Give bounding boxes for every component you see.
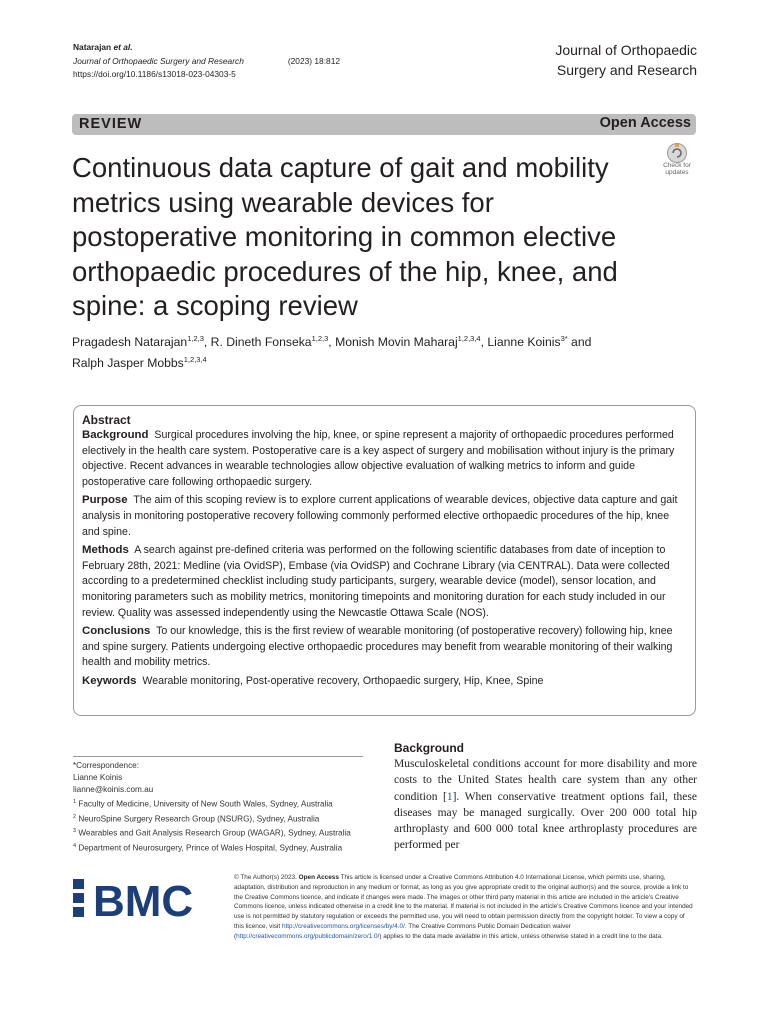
correspondence-name: Lianne Koinis	[73, 773, 123, 782]
author-name[interactable]: Monish Movin Maharaj	[335, 335, 458, 350]
author-name[interactable]: R. Dineth Fonseka	[210, 335, 312, 350]
license-copyright: © The Author(s) 2023.	[234, 874, 297, 881]
affiliation-item	[73, 840, 373, 855]
abstract-section-label: Methods	[82, 544, 129, 557]
correspondence-email[interactable]: lianne@koinis.com.au	[73, 785, 154, 794]
affiliation-number: 1	[73, 799, 77, 805]
license-text-part2: . The Creative Commons Public Domain Dedication waiver (	[234, 922, 571, 940]
header-year-volume: (2023) 18:812	[287, 55, 341, 66]
author-separator: ,	[328, 335, 336, 350]
affiliation-text: Faculty of Medicine, University of New South Wales, Sydney, Australia	[76, 799, 333, 809]
header-authors: Natarajan	[73, 42, 112, 52]
check-for-updates-label	[657, 162, 697, 176]
check-line2: updates	[665, 169, 689, 176]
affiliation-item	[73, 796, 373, 811]
author-list	[72, 330, 692, 372]
affiliation-list	[73, 796, 373, 855]
bmc-logo-mark	[73, 875, 218, 921]
affiliation-text: Wearables and Gait Analysis Research Group (WAGAR), Sydney, Australia	[76, 829, 351, 839]
abstract-section-text: Wearable monitoring, Post-operative recovery, Orthopaedic surgery, Hip, Knee, Spine	[142, 674, 544, 687]
license-text-part1: This article is licensed under a Creative Commons Attribution 4.0 International License, which permits use, sharing, adaptation, distribution and reproduction in any medium or format, as long as you give appropriate credit to the original author(s) and the source, provide a link to the Creative Commons licence, and indicate if changes were made. The images or other third party material in this article are included in the article's Creative Commons licence, unless indicated otherwise in a credit line to the material. If material is not included in the article's Creative Commons licence and your intended use is not permitted by statutory regulation or exceeds the permitted use, you will need to obtain permission directly from the copyright holder. To view a copy of this licence, visit	[234, 874, 693, 930]
reference-link[interactable]: 1	[446, 790, 453, 803]
author-separator: ,	[480, 335, 488, 350]
abstract-section-text: A search against pre-defined criteria was performed on the following scientific databases from date of inception to February 28th, 2021: Medline (via OvidSP), Embase (via OvidSP) and Cochrane Library (via CENTRAL). Data were collected according to a predetermined checklist including study participants, surgery, wearable device (model), sensor location, and monitoring parameters such as mobility metrics, monitoring timepoints and monitoring duration for each study included in our review. Quality was assessed independently using the Newcastle Ottawa Scale (NOS).	[82, 544, 670, 619]
abstract-section	[82, 493, 687, 540]
abstract-section-label: Conclusions	[82, 625, 151, 638]
affiliation-number: 2	[73, 813, 77, 820]
affiliation-number: 3	[73, 828, 77, 835]
journal-name-line2: Surgery and Research	[556, 62, 697, 78]
license-open-access: Open Access	[298, 874, 339, 881]
abstract-heading: Abstract	[82, 413, 131, 427]
license-link-cc-by[interactable]: http://creativecommons.org/licenses/by/4.0/	[281, 922, 405, 930]
author-affiliation-sup: 3*	[560, 334, 568, 343]
affiliation-item	[73, 825, 373, 840]
bmc-logo	[73, 875, 218, 921]
abstract-section-label: Keywords	[82, 674, 137, 687]
abstract-section	[82, 543, 687, 621]
author-name[interactable]: Lianne Koinis	[487, 335, 561, 350]
abstract-box	[73, 405, 696, 716]
article-type-band	[72, 114, 696, 135]
background-heading: Background	[394, 741, 465, 755]
header-journal: Journal of Orthopaedic Surgery and Research	[73, 55, 244, 66]
author-affiliation-sup: 1,2,3	[311, 334, 329, 343]
abstract-section	[82, 674, 687, 690]
correspondence-block	[73, 760, 373, 855]
footnote-rule	[73, 756, 363, 757]
license-link-cc0[interactable]: http://creativecommons.org/publicdomain/zero/1.0/	[236, 932, 380, 940]
article-type-label: REVIEW	[79, 116, 143, 132]
affiliation-text: Department of Neurosurgery, Prince of Wales Hospital, Sydney, Australia	[76, 843, 343, 853]
header-et-al: et al.	[113, 42, 133, 52]
abstract-section-text: Surgical procedures involving the hip, knee, or spine represent a majority of orthopaedic procedures performed electively in the health care system. Postoperative care is a key aspect of surgery and mobilisation without injury is the primary objective. Recent advances in wearable technologies allow objective evaluation of walking metrics to inform and guide postoperative care following orthopaedic surgery.	[82, 429, 675, 488]
header-doi-link[interactable]: https://doi.org/10.1186/s13018-023-04303-5	[73, 69, 236, 79]
background-text-part1: Musculoskeletal conditions account for more disability and more costs to the United States health care system than any other condition [	[394, 758, 697, 803]
license-text-part3: ) applies to the data made available in this article, unless otherwise stated in a credit line to the data.	[379, 932, 663, 940]
author-name[interactable]: Ralph Jasper Mobbs	[72, 356, 184, 371]
author-separator: and	[567, 335, 592, 350]
author-affiliation-sup: 1,2,3,4	[457, 334, 481, 343]
article-title: Continuous data capture of gait and mobility metrics using wearable devices for postoperative monitoring in common elective orthopaedic procedures of the hip, knee, and spine: a scoping review	[72, 152, 618, 321]
author-separator: ,	[203, 335, 211, 350]
abstract-section-text: To our knowledge, this is the first review of wearable monitoring (of postoperative recovery) following hip, knee and spine surgery. Patients undergoing elective orthopaedic procedures may benefit from wearable monitoring of their walking health and mobility metrics.	[82, 625, 673, 669]
background-text-part2: ]. When conservative treatment options fail, these diseases may be managed surgically. Over 200 000 total hip arthroplasty and 600 000 total knee arthroplasty procedures are performed per	[394, 790, 697, 852]
open-access-label: Open Access	[599, 115, 691, 131]
abstract-section-label: Purpose	[82, 494, 128, 507]
affiliation-number: 4	[73, 843, 77, 850]
bmc-logo-text: BMC	[93, 877, 194, 921]
running-header	[73, 41, 340, 82]
affiliation-text: NeuroSpine Surgery Research Group (NSURG), Sydney, Australia	[76, 814, 320, 824]
correspondence-label: *Correspondence:	[73, 761, 139, 770]
license-text	[234, 873, 696, 942]
affiliation-item	[73, 811, 373, 826]
journal-name	[555, 40, 697, 80]
background-text	[394, 756, 697, 854]
abstract-section	[82, 624, 687, 671]
abstract-section-text: The aim of this scoping review is to explore current applications of wearable devices, objective data capture and gait analysis in monitoring postoperative recovery following commonly performed elective orthopaedic procedures of the hip, knee and spine.	[82, 494, 678, 538]
author-name[interactable]: Pragadesh Natarajan	[72, 335, 188, 350]
abstract-section-label: Background	[82, 429, 149, 441]
abstract-section	[82, 428, 687, 490]
check-line1: Check for	[663, 162, 691, 169]
abstract-sections	[82, 428, 687, 690]
author-affiliation-sup: 1,2,3,4	[183, 355, 207, 365]
check-for-updates-badge[interactable]	[657, 141, 697, 181]
journal-name-line1: Journal of Orthopaedic	[555, 42, 697, 58]
author-affiliation-sup: 1,2,3	[187, 334, 204, 343]
